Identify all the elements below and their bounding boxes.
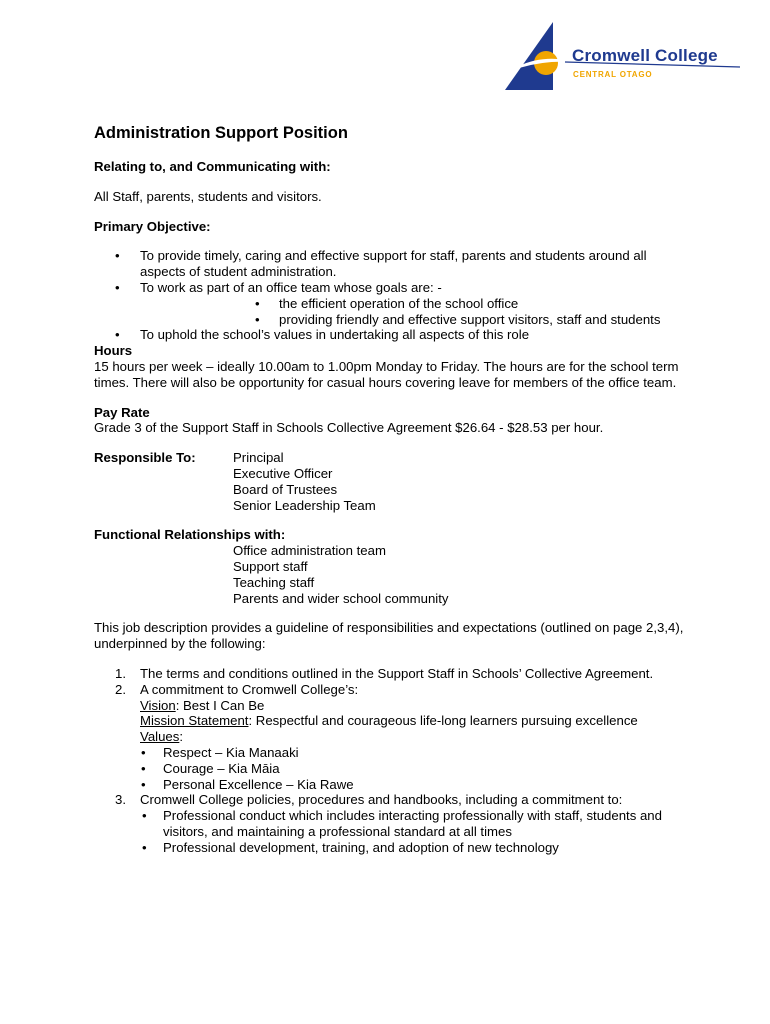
list-number: 2. bbox=[115, 681, 126, 697]
pay-rate-heading: Pay Rate bbox=[94, 404, 150, 420]
mission-text: : Respectful and courageous life-long learners pursuing excellence bbox=[248, 713, 638, 729]
list-item: • providing friendly and effective support visitors, staff and students bbox=[233, 312, 694, 328]
list-item: • Professional development, training, and adoption of new technology bbox=[140, 840, 694, 856]
hours-heading: Hours bbox=[94, 343, 133, 359]
numbered-list bbox=[94, 666, 694, 856]
policies-list bbox=[140, 808, 694, 855]
list-item-text: A commitment to Cromwell College’s: bbox=[140, 681, 359, 697]
values-label: Values bbox=[140, 729, 180, 745]
list-item: Senior Leadership Team bbox=[233, 497, 376, 513]
logo-name: Cromwell College bbox=[572, 46, 718, 65]
list-item: Executive Officer bbox=[233, 465, 333, 481]
vision-line bbox=[140, 698, 694, 714]
intro-text: This job description provides a guideline of responsibilities and expectations (outlined on page 2,3,4), underpinned by the following: bbox=[94, 620, 684, 652]
list-item: Principal bbox=[233, 450, 284, 466]
document-body bbox=[94, 123, 694, 855]
list-item bbox=[94, 666, 694, 682]
list-item: • Professional conduct which includes interacting professionally with staff, students and visitors, and maintaining a professional standard at all times bbox=[140, 808, 694, 840]
page-title: Administration Support Position bbox=[94, 124, 348, 142]
list-item: Support staff bbox=[233, 558, 308, 574]
primary-objective-heading: Primary Objective: bbox=[94, 218, 211, 234]
vision-label: Vision bbox=[140, 697, 176, 713]
pay-rate-text: Grade 3 of the Support Staff in Schools Collective Agreement $26.64 - $28.53 per hour. bbox=[94, 420, 604, 436]
list-item-text: The terms and conditions outlined in the Support Staff in Schools’ Collective Agreement. bbox=[140, 665, 654, 681]
values-line bbox=[140, 729, 694, 745]
vision-text: : Best I Can Be bbox=[175, 697, 265, 713]
responsible-to-list bbox=[233, 450, 376, 513]
logo-subtitle: CENTRAL OTAGO bbox=[573, 70, 653, 79]
list-number: 1. bbox=[115, 665, 126, 681]
functional-heading: Functional Relationships with: bbox=[94, 527, 286, 543]
relating-text: All Staff, parents, students and visitors. bbox=[94, 188, 322, 204]
hours-text: 15 hours per week – ideally 10.00am to 1.00pm Monday to Friday. The hours are for the school term times. There will also be opportunity for casual hours covering leave for members of the office team. bbox=[94, 358, 679, 390]
list-item: • Respect – Kia Manaaki bbox=[117, 745, 694, 761]
list-item: • To work as part of an office team whose goals are: - bbox=[94, 280, 694, 296]
list-item: Parents and wider school community bbox=[233, 590, 449, 606]
list-item bbox=[94, 792, 694, 855]
list-number: 3. bbox=[115, 792, 126, 808]
relating-heading: Relating to, and Communicating with: bbox=[94, 159, 331, 174]
values-colon: : bbox=[179, 729, 184, 745]
list-item: • To uphold the school’s values in undertaking all aspects of this role bbox=[94, 327, 694, 343]
list-item bbox=[94, 682, 694, 793]
list-item: Teaching staff bbox=[233, 574, 315, 590]
primary-objective-list-cont bbox=[94, 327, 694, 343]
cromwell-college-logo bbox=[505, 22, 740, 92]
responsible-to-label: Responsible To: bbox=[94, 450, 196, 466]
list-item: • the efficient operation of the school office bbox=[233, 296, 694, 312]
list-item: • Personal Excellence – Kia Rawe bbox=[117, 777, 694, 793]
values-list bbox=[117, 745, 694, 792]
mission-label: Mission Statement bbox=[140, 713, 249, 729]
functional-list bbox=[94, 543, 694, 606]
list-item: • To provide timely, caring and effective support for staff, parents and students around all aspects of student administration. bbox=[94, 248, 694, 280]
primary-objective-list bbox=[94, 248, 694, 295]
list-item: Board of Trustees bbox=[233, 481, 338, 497]
office-goals-list bbox=[94, 296, 694, 328]
list-item: Office administration team bbox=[233, 543, 386, 559]
mission-line bbox=[140, 713, 694, 729]
responsible-to bbox=[94, 450, 694, 513]
list-item-text: Cromwell College policies, procedures and handbooks, including a commitment to: bbox=[140, 792, 623, 808]
list-item: • Courage – Kia Māia bbox=[117, 761, 694, 777]
